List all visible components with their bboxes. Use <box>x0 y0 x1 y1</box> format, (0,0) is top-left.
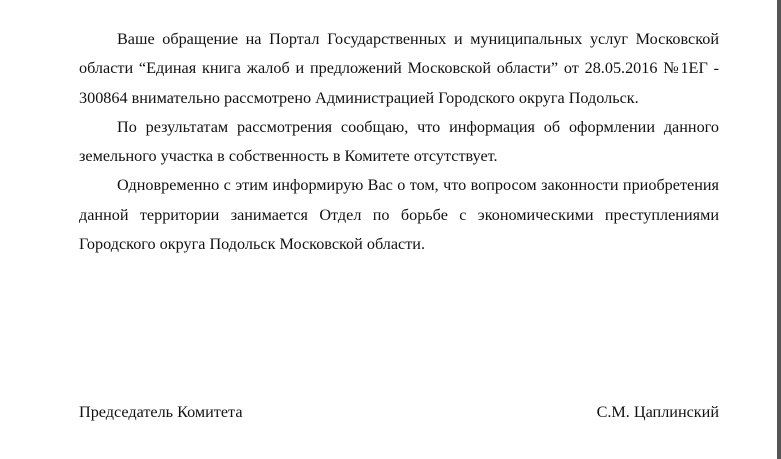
page-edge-border <box>777 0 781 459</box>
paragraph-2: По результатам рассмотрения сообщаю, что информация об оформлении данного земельного участка в собственность в Комитете отсутствует. <box>79 117 719 166</box>
letter-body <box>79 25 719 259</box>
signatory-name: С.М. Цаплинский <box>596 403 719 421</box>
paragraph-1: Ваше обращение на Портал Государственных и муниципальных услуг Московской области “Единая книга жалоб и предложений Московской области” от 28.05.2016 №1ЕГ - 300864 внимательно рассмотрено Администрацией Городского округа Подольск. <box>79 30 719 107</box>
signatory-position: Председатель Комитета <box>79 403 243 421</box>
paragraph-3: Одновременно с этим информирую Вас о том, что вопросом законности приобретения данной территории занимается Отдел по борьбе с экономическими преступлениями Городского округа Подольск Московской области. <box>79 176 719 254</box>
signature-block <box>79 398 719 427</box>
